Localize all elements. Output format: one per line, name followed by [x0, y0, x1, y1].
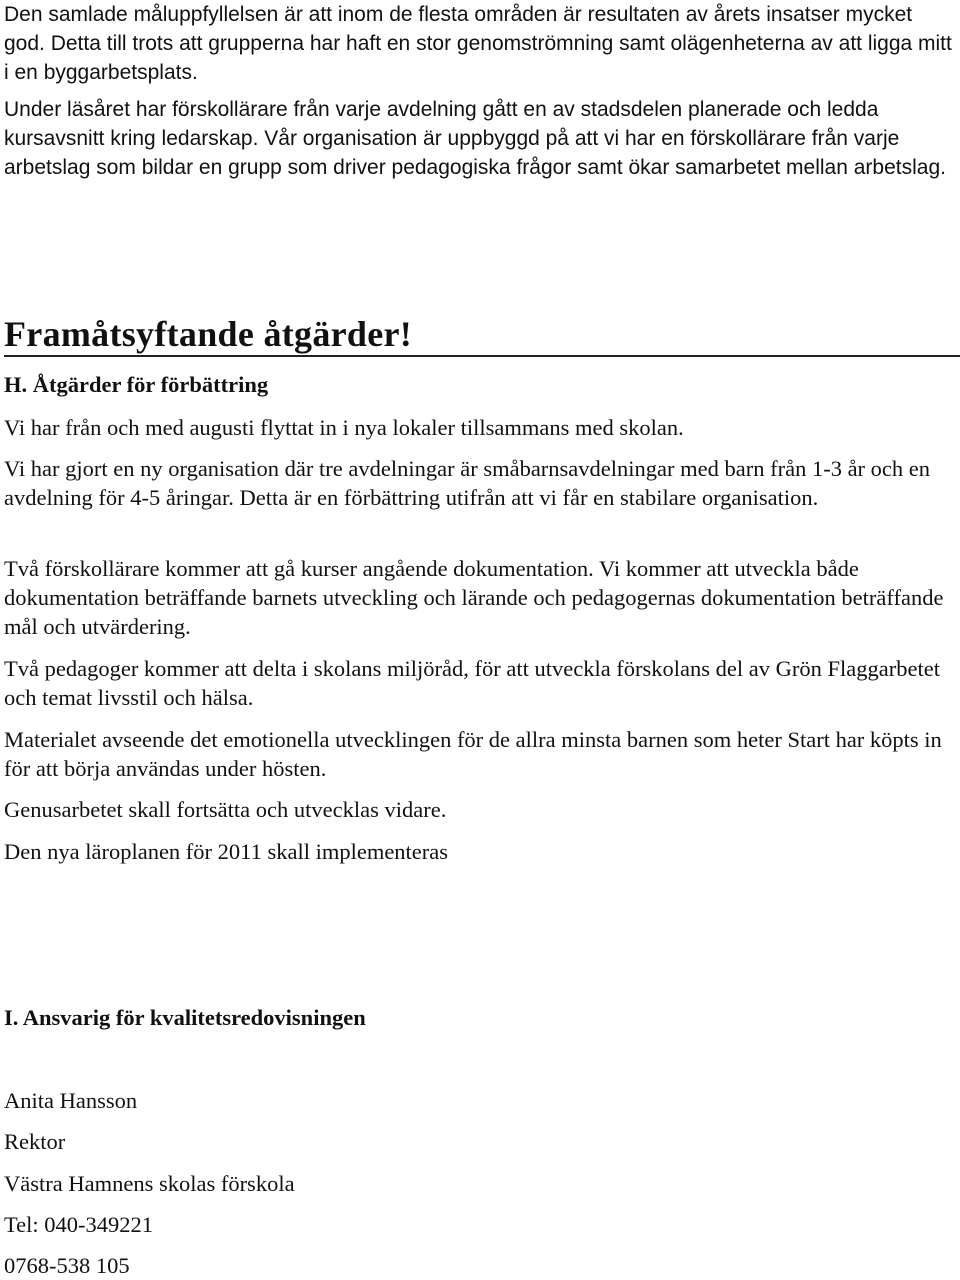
section-h-paragraph-4: Två pedagoger kommer att delta i skolans miljöråd, för att utveckla förskolans del av Grön Flaggarbetet och temat livsstil och hälsa.	[4, 656, 940, 710]
section-h-paragraph-3: Två förskollärare kommer att gå kurser angående dokumentation. Vi kommer att utveckla både dokumentation beträffande barnets utveckling och lärande och pedagogernas dokumentation beträffande mål och utvärdering.	[4, 556, 944, 639]
contact-name: Anita Hansson	[4, 1088, 138, 1113]
contact-role: Rektor	[4, 1129, 66, 1154]
contact-mobile: 0768-538 105	[4, 1253, 130, 1278]
section-h-paragraph-2: Vi har gjort en ny organisation där tre avdelningar är småbarnsavdelningar med barn från 1-3 år och en avdelning för 4-5 åringar. Detta är en förbättring utifrån att vi får en stabilare organisation.	[4, 456, 931, 510]
section-i-heading: I. Ansvarig för kvalitetsredovisningen	[4, 1005, 366, 1030]
section-heading-framatsyftande: Framåtsyftande åtgärder!	[4, 314, 413, 354]
section-h-heading: H. Åtgärder för förbättring	[4, 372, 269, 397]
section-h-paragraph-6: Genusarbetet skall fortsätta och utvecklas vidare.	[4, 797, 447, 822]
intro-paragraph-1: Den samlade måluppfyllelsen är att inom de flesta områden är resultaten av årets insatser mycket god. Detta till trots att grupperna har haft en stor genomströmning samt olägenheterna av att ligga mitt i en byggarbetsplats.	[4, 3, 952, 84]
contact-school: Västra Hamnens skolas förskola	[4, 1171, 295, 1196]
heading-underline	[4, 355, 960, 357]
section-h-paragraph-1: Vi har från och med augusti flyttat in i nya lokaler tillsammans med skolan.	[4, 415, 684, 440]
section-h-paragraph-5: Materialet avseende det emotionella utvecklingen för de allra minsta barnen som heter Start har köpts in för att börja användas under hösten.	[4, 727, 942, 781]
contact-phone: Tel: 040-349221	[4, 1212, 154, 1237]
intro-paragraph-2: Under läsåret har förskollärare från varje avdelning gått en av stadsdelen planerade och ledda kursavsnitt kring ledarskap. Vår organisation är uppbyggd på att vi har en förskollärare från varje arbetslag som bildar en grupp som driver pedagogiska frågor samt ökar samarbetet mellan arbetslag.	[4, 98, 946, 179]
section-h-paragraph-7: Den nya läroplanen för 2011 skall implementeras	[4, 839, 449, 864]
